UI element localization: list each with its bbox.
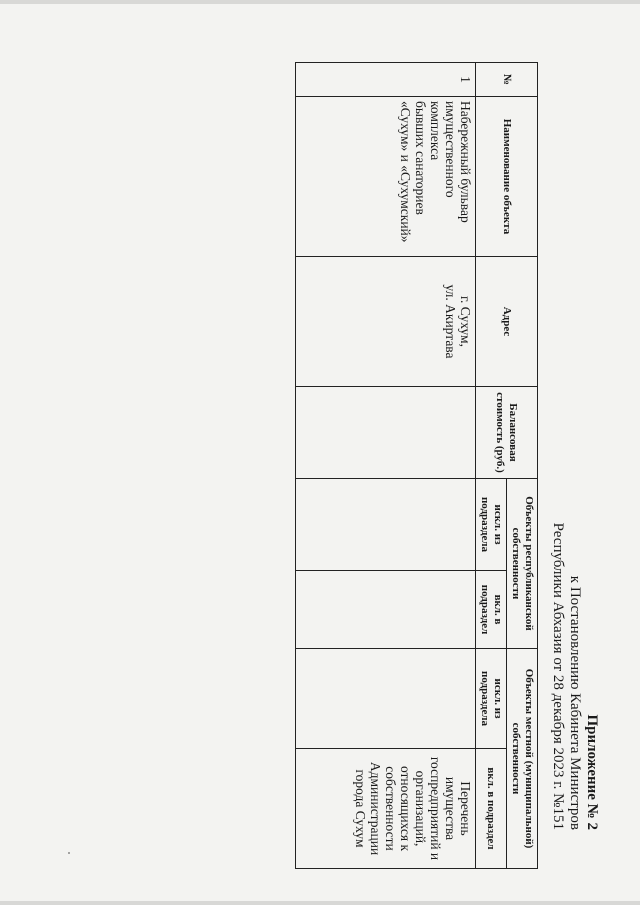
rotated-document-page [40,30,600,870]
municipal-list-line: города Сухум [353,769,368,848]
header-balance-value: Балансовая стоимость (руб.) [476,387,538,479]
object-name-line: бывших санаториев [413,101,428,215]
municipal-excluded-cell [296,649,476,749]
balance-value-cell [296,387,476,479]
object-name-line: имущественного комплекса [428,101,458,198]
municipal-list-line: Администрации [368,761,383,856]
republican-included-cell [296,571,476,649]
address-cell [296,257,476,387]
municipal-list-line: собственности [383,766,398,851]
header-number: № [476,63,538,97]
municipal-list-line: организаций, [413,770,428,847]
header-address: Адрес [476,257,538,387]
header-municipal-property: Объекты местной (муниципальной) собственности [507,649,538,869]
appendix-line-1: к Постановлению Кабинета Министров [567,575,583,830]
object-name-line: Набережный бульвар [458,101,473,223]
scan-edge-top [0,0,640,4]
header-municipal-excluded: искл. из подраздела [476,649,507,749]
header-republican-excluded: искл. из подраздела [476,479,507,571]
address-line: г. Сухум, [458,296,473,347]
header-republican-included: вкл. в подраздел [476,571,507,649]
municipal-list-line: Перечень имущества [443,776,473,841]
appendix-line-2: Республики Абхазия от 28 декабря 2023 г. №151 [550,522,566,830]
object-name-cell [296,97,476,257]
municipal-list-line: относящихся к [398,765,413,852]
header-object-name: Наименование объекта [476,97,538,257]
table-row [296,63,476,869]
republican-excluded-cell [296,479,476,571]
property-registry-table [295,62,538,869]
address-line: ул. Акиртава [443,284,458,359]
municipal-included-cell [296,749,476,869]
object-name-line: «Сухум» и «Сухумский» [398,101,413,243]
scan-edge-bottom [0,901,640,905]
appendix-header [549,410,600,830]
header-republican-property: Объекты республиканской собственности [507,479,538,649]
row-number: 1 [296,63,476,97]
municipal-list-line: госпредприятий и [428,756,443,861]
appendix-title: Приложение № 2 [584,714,600,830]
header-municipal-included: вкл. в подраздел [476,749,507,869]
